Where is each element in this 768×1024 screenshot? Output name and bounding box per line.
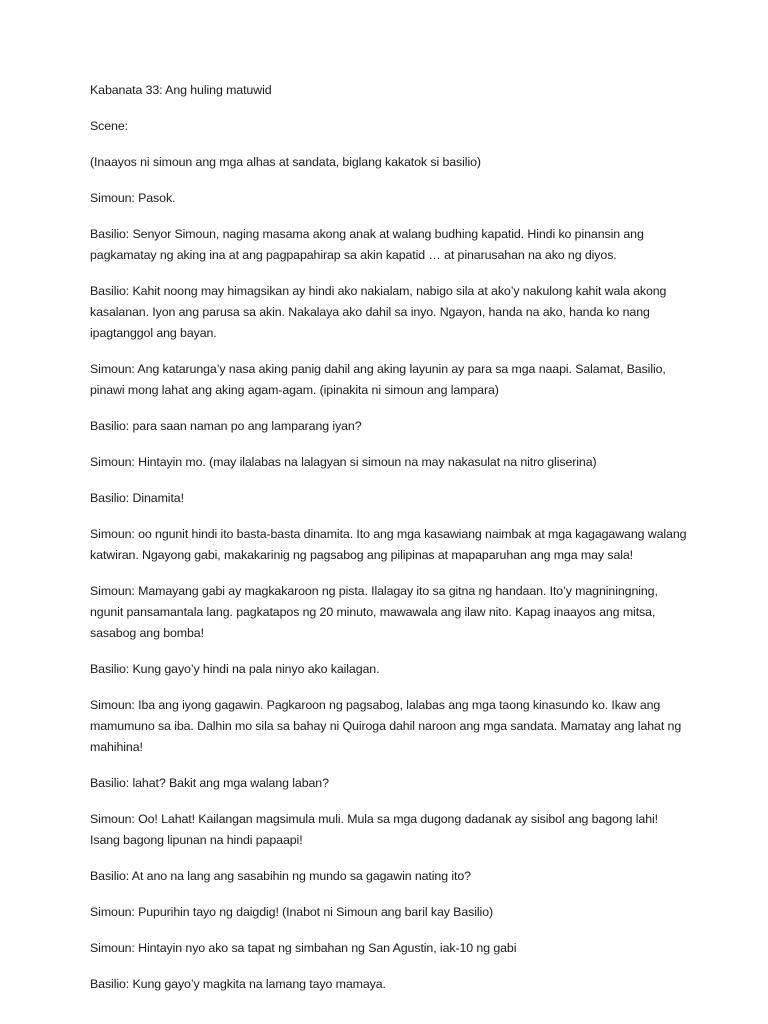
- dialogue-line: Simoun: Oo! Lahat! Kailangan magsimula muli. Mula sa mga dugong dadanak ay sisibol ang bagong lahi! Isang bagong lipunan na hindi papaapi!: [90, 812, 659, 847]
- dialogue-line: Basilio: Kung gayo’y hindi na pala ninyo ako kailagan.: [90, 662, 380, 676]
- scene-heading: Scene:: [90, 119, 128, 133]
- document-body: [90, 80, 690, 1010]
- dialogue-line: Basilio: Kahit noong may himagsikan ay hindi ako nakialam, nabigo sila at ako’y nakulong kahit wala akong kasalanan. Iyon ang parusa sa akin. Nakalaya ako dahil sa inyo. Ngayon, handa na ako, handa ko nang ipagtanggol ang bayan.: [90, 284, 667, 340]
- dialogue-line: Basilio: para saan naman po ang lamparang iyan?: [90, 419, 362, 433]
- dialogue-line: Simoun: Hintayin nyo ako sa tapat ng simbahan ng San Agustin, iak-10 ng gabi: [90, 941, 517, 955]
- dialogue-line: Simoun: Hintayin mo. (may ilalabas na lalagyan si simoun na may nakasulat na nitro gliserina): [90, 455, 597, 469]
- dialogue-line: Basilio: Senyor Simoun, naging masama akong anak at walang budhing kapatid. Hindi ko pinansin ang pagkamatay ng aking ina at ang pagpapahirap sa akin kapatid … at pinarusahan na ako ng diyos.: [90, 227, 644, 262]
- stage-direction: (Inaayos ni simoun ang mga alhas at sandata, biglang kakatok si basilio): [90, 155, 481, 169]
- chapter-title: Kabanata 33: Ang huling matuwid: [90, 83, 272, 97]
- dialogue-line: Basilio: Dinamita!: [90, 491, 184, 505]
- dialogue-line: Basilio: At ano na lang ang sasabihin ng mundo sa gagawin nating ito?: [90, 869, 471, 883]
- dialogue-line: Simoun: Pupurihin tayo ng daigdig! (Inabot ni Simoun ang baril kay Basilio): [90, 905, 494, 919]
- dialogue-line: Simoun: Pasok.: [90, 191, 176, 205]
- dialogue-line: Simoun: oo ngunit hindi ito basta-basta dinamita. Ito ang mga kasawiang naimbak at mga kagagawang walang katwiran. Ngayong gabi, makakarinig ng pagsabog ang pilipinas at mapaparuhan ang mga may sala!: [90, 527, 687, 562]
- dialogue-line: Basilio: lahat? Bakit ang mga walang laban?: [90, 776, 329, 790]
- dialogue-line: Simoun: Ang katarunga’y nasa aking panig dahil ang aking layunin ay para sa mga naapi. Salamat, Basilio, pinawi mong lahat ang aking agam-agam. (ipinakita ni simoun ang lampara): [90, 362, 666, 397]
- dialogue-line: Simoun: Mamayang gabi ay magkakaroon ng pista. Ilalagay ito sa gitna ng handaan. Ito’y magniningning, ngunit pansamantala lang. pagkatapos ng 20 minuto, mawawala ang ilaw nito. Kapag inaayos ang mitsa, sasabog ang bomba!: [90, 584, 658, 640]
- dialogue-line: Simoun: Iba ang iyong gagawin. Pagkaroon ng pagsabog, lalabas ang mga taong kinasundo ko. Ikaw ang mamumuno sa iba. Dalhin mo sila sa bahay ni Quiroga dahil naroon ang mga sandata. Mamatay ang lahat ng mahihina!: [90, 698, 682, 754]
- dialogue-line: Basilio: Kung gayo’y magkita na lamang tayo mamaya.: [90, 977, 386, 991]
